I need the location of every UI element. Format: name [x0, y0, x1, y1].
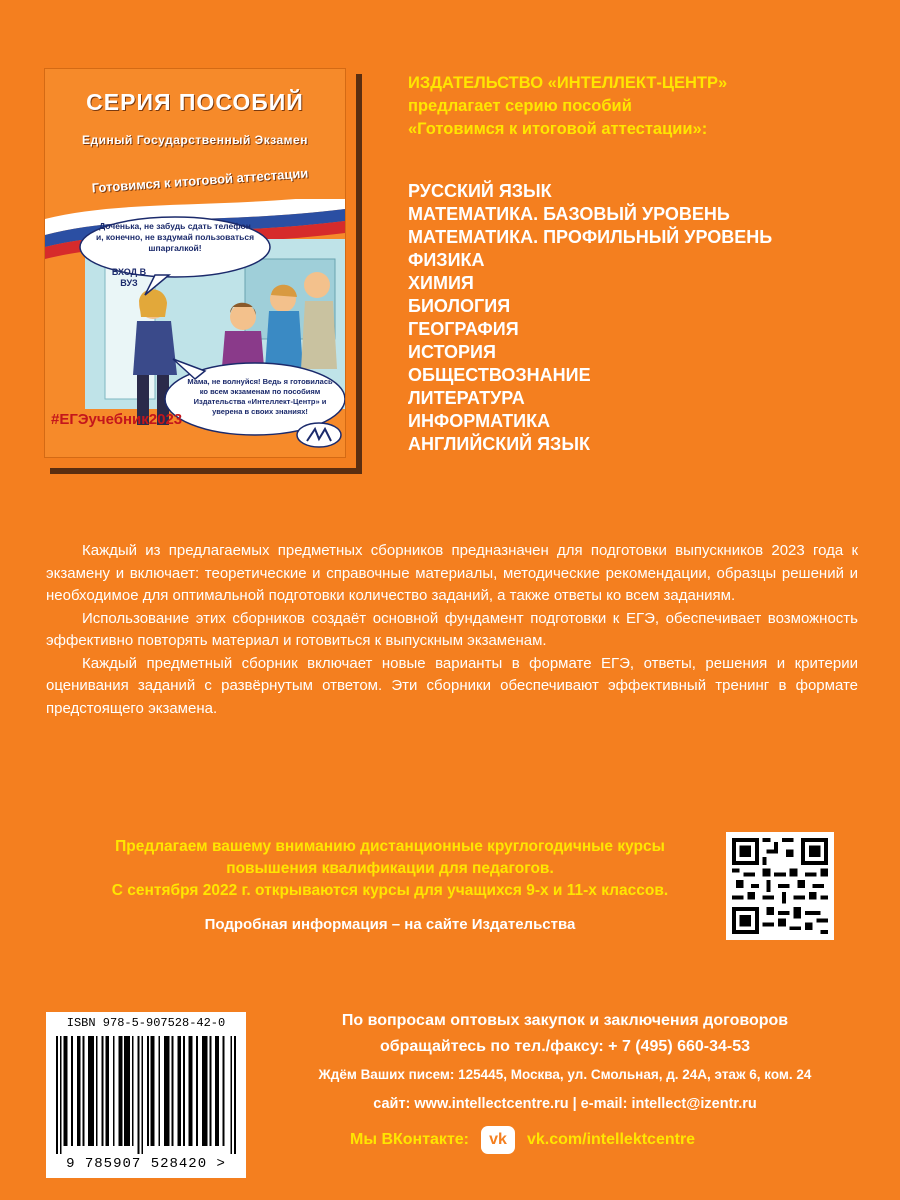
subject-item: ЛИТЕРАТУРА: [408, 388, 525, 408]
subject-item: ИНФОРМАТИКА: [408, 411, 551, 431]
courses-promo: [40, 836, 740, 902]
cover-bubble-daughter: Мама, не волнуйся! Ведь я готовилась ко всем экзаменам по пособиям Издательства «Интеллект-Центр» и уверена в своих знаниях!: [187, 377, 333, 416]
description-paragraph-2: Использование этих сборников создаёт основной фундамент подготовки к ЕГЭ, обеспечивает возможность эффективно повторять материал и готовиться к выпускным экзаменам.: [46, 609, 858, 649]
vk-icon-text: vk: [489, 1131, 507, 1148]
description-paragraph-3: Каждый предметный сборник включает новые варианты в формате ЕГЭ, ответы, решения и критерии оценивания заданий с развёрнутым ответом. Эти сборники обеспечивают эффективный тренинг в формате предстоящего экзамена.: [46, 654, 858, 717]
book-cover: [44, 68, 346, 458]
isbn-label: ISBN 978-5-907528-42-0: [66, 1016, 226, 1030]
more-info-text: Подробная информация – на сайте Издательства: [204, 916, 576, 933]
cover-door-sign: ВХОД В ВУЗ: [111, 267, 147, 288]
promo-line-1: Предлагаем вашему вниманию дистанционные круглогодичные курсы: [115, 838, 665, 855]
description-paragraph-1: Каждый из предлагаемых предметных сборников предназначен для подготовки выпускников 2023 года к экзамену и включает: теоретические и справочные материалы, методические рекомендации, образцы решений и необходимое для оптимальной подготовки количество заданий, а также ответы ко всем заданиям.: [46, 542, 858, 604]
isbn-barcode-block: [46, 1012, 246, 1178]
contacts-phone[interactable]: обращайтесь по тел./факсу: + 7 (495) 660-34-53: [379, 1038, 751, 1055]
subject-item: ИСТОРИЯ: [408, 342, 496, 362]
vk-link[interactable]: vk.com/intellektcentre: [527, 1131, 696, 1148]
subject-item: ОБЩЕСТВОЗНАНИЕ: [408, 365, 591, 385]
contacts-site-email[interactable]: сайт: www.intellectcentre.ru | e-mail: intellect@izentr.ru: [373, 1096, 757, 1112]
subject-item: ГЕОГРАФИЯ: [408, 319, 519, 339]
subject-item: МАТЕМАТИКА. ПРОФИЛЬНЫЙ УРОВЕНЬ: [408, 227, 773, 247]
qr-code-icon: [732, 838, 828, 934]
subjects-list: [408, 180, 772, 456]
publisher-line-1: ИЗДАТЕЛЬСТВО «ИНТЕЛЛЕКТ-ЦЕНТР»: [408, 74, 728, 92]
vk-row: [350, 1124, 695, 1156]
cover-exam-title: Единый Государственный Экзамен: [82, 133, 308, 147]
book-cover-frame: [44, 68, 356, 468]
cover-ribbon: Готовимся к итоговой аттестации: [91, 165, 309, 196]
subject-item: РУССКИЙ ЯЗЫК: [408, 181, 552, 201]
barcode-digits: 9 785907 528420 >: [66, 1156, 226, 1172]
publisher-line-2: предлагает серию пособий: [408, 97, 632, 115]
promo-line-3: С сентября 2022 г. открываются курсы для учащихся 9-х и 11-х классов.: [111, 882, 669, 899]
cover-hashtag: #ЕГЭучебник2023: [51, 411, 183, 428]
cover-bubble-mom: Доченька, не забудь сдать телефон и, конечно, не вздумай пользоваться шпаргалкой!: [95, 221, 255, 253]
cover-series-title: СЕРИЯ ПОСОБИЙ: [86, 89, 304, 115]
qr-code[interactable]: [726, 832, 834, 940]
description-block: [46, 540, 858, 720]
publisher-logo-icon: [295, 421, 343, 449]
subject-item: АНГЛИЙСКИЙ ЯЗЫК: [408, 434, 590, 454]
publisher-heading: [408, 72, 878, 141]
barcode-icon: [56, 1036, 236, 1154]
subject-item: ХИМИЯ: [408, 273, 474, 293]
subject-item: МАТЕМАТИКА. БАЗОВЫЙ УРОВЕНЬ: [408, 204, 730, 224]
publisher-line-3: «Готовимся к итоговой аттестации»:: [408, 120, 708, 138]
vk-label: Мы ВКонтакте:: [350, 1131, 469, 1148]
vk-icon[interactable]: [481, 1126, 515, 1154]
subject-item: ФИЗИКА: [408, 250, 485, 270]
subject-item: БИОЛОГИЯ: [408, 296, 511, 316]
promo-line-2: повышения квалификации для педагогов.: [226, 860, 554, 877]
contacts-block: [250, 1008, 880, 1118]
contacts-line-1: По вопросам оптовых закупок и заключения договоров: [341, 1012, 789, 1029]
contacts-address: Ждём Ваших писем: 125445, Москва, ул. Смольная, д. 24А, этаж 6, ком. 24: [318, 1067, 812, 1082]
